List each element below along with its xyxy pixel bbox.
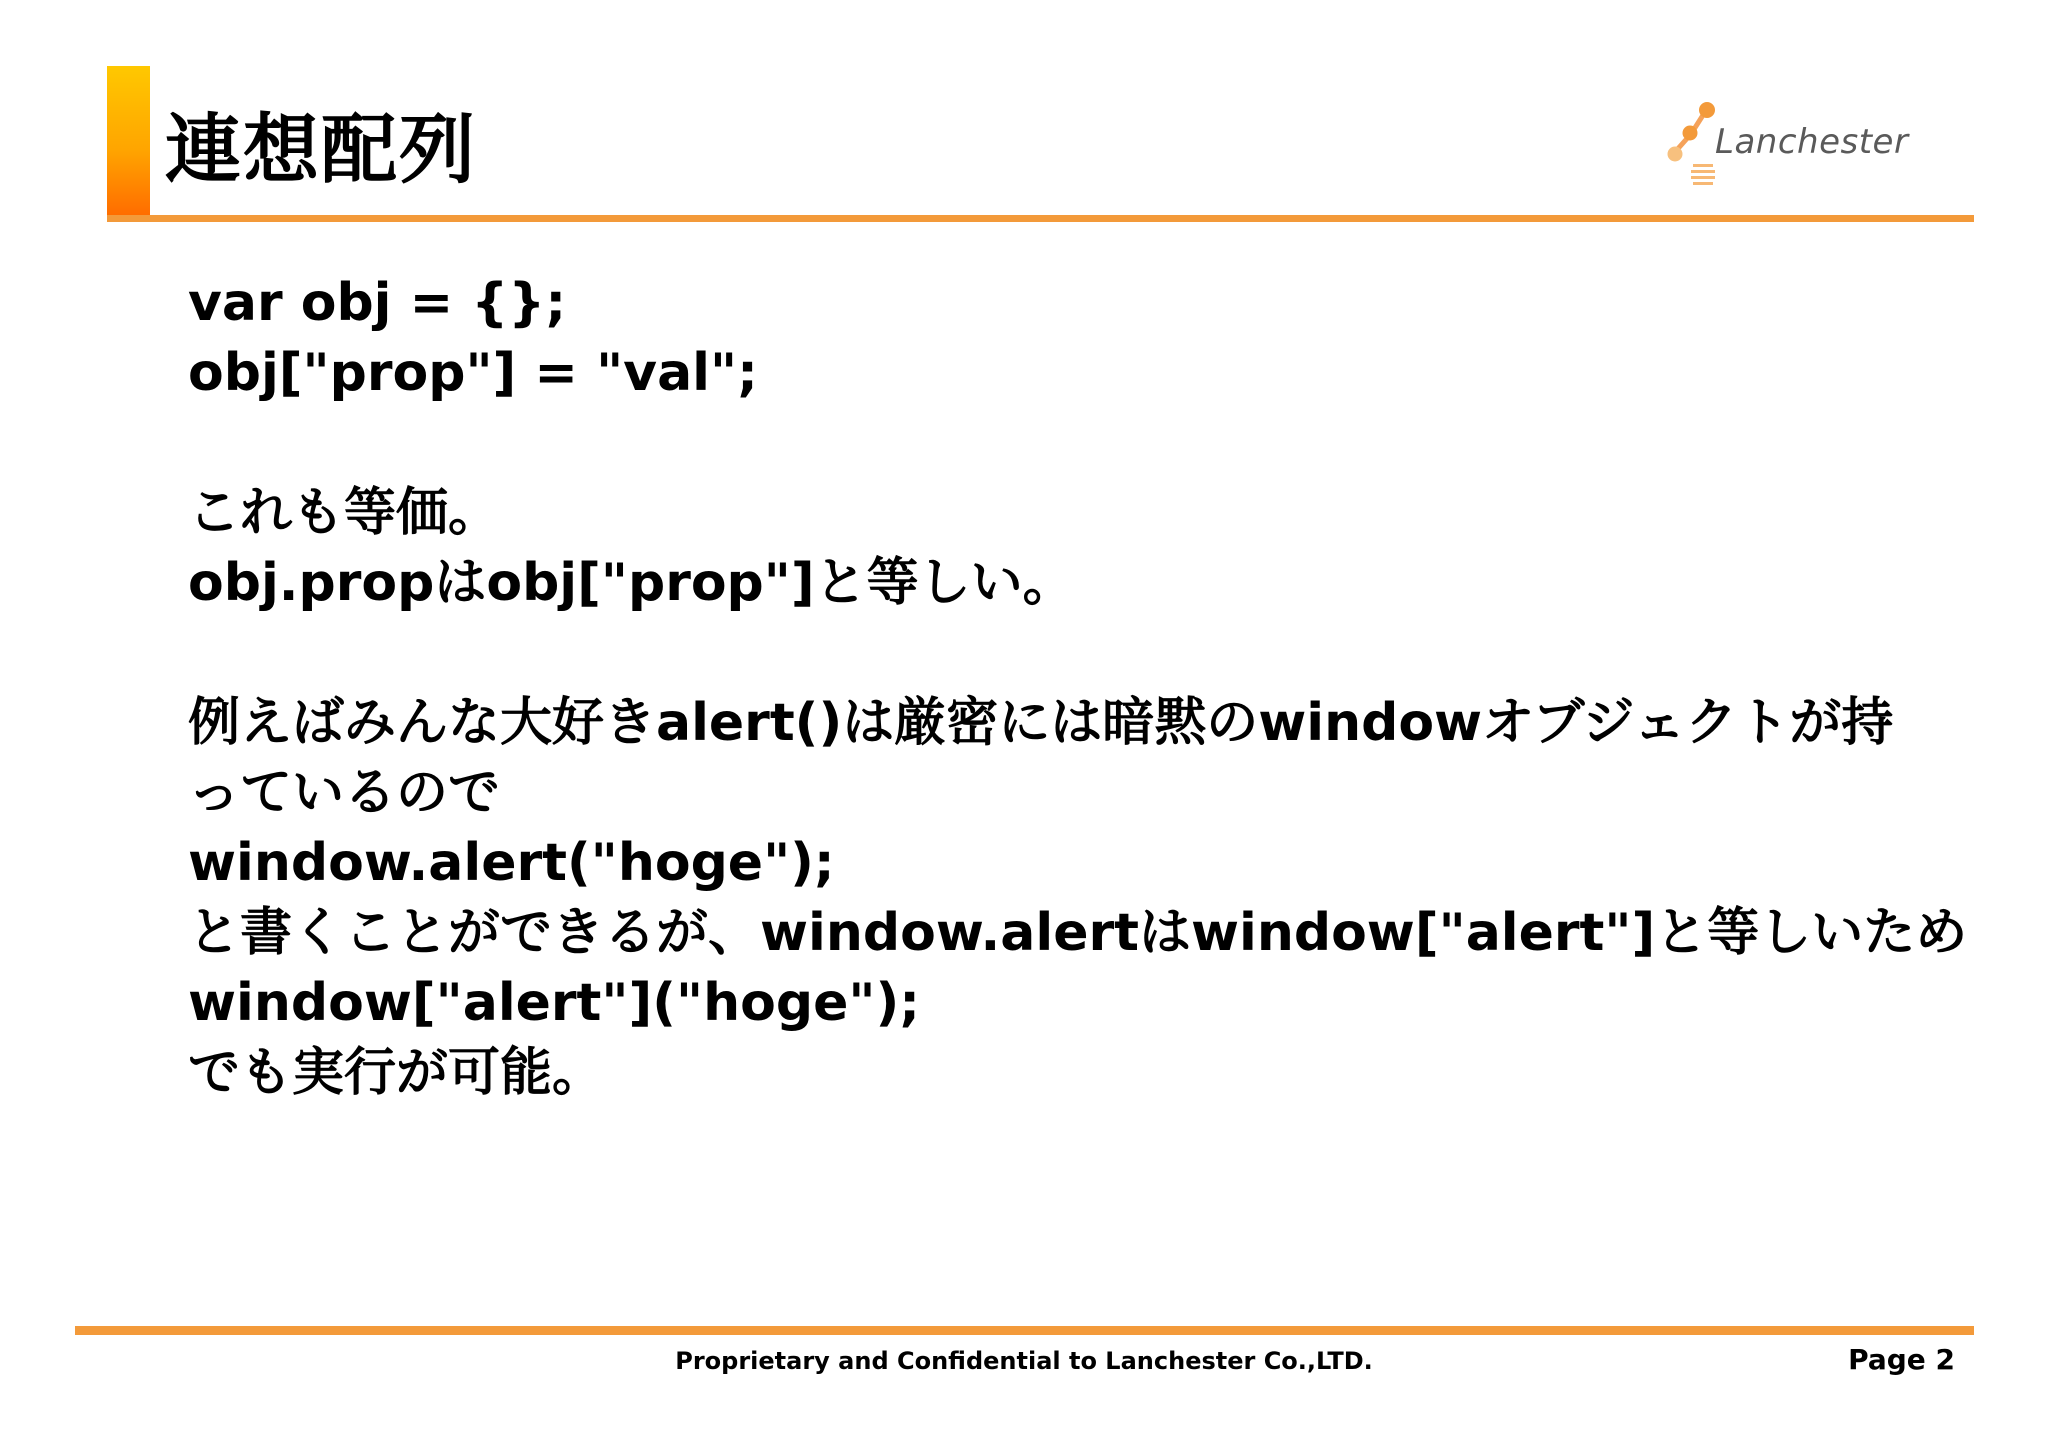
text-line-equivalent: これも等価。 xyxy=(188,483,501,543)
code-line-assign: obj["prop"] = "val"; xyxy=(188,343,758,403)
text-line-dot-notation: obj.propはobj["prop"]と等しい。 xyxy=(188,553,1075,613)
page-number: Page 2 xyxy=(1848,1343,1955,1376)
text-line-executable: でも実行が可能。 xyxy=(188,1043,605,1103)
footer-confidential: Proprietary and Confidential to Lanchester Co.,LTD. xyxy=(675,1347,1373,1375)
title-divider xyxy=(107,215,1974,222)
logo-wordmark: Lanchester xyxy=(1715,122,1909,162)
slide-body xyxy=(188,268,1968,1108)
company-logo xyxy=(1665,100,1909,190)
spacer xyxy=(188,618,1908,688)
code-line-declare: var obj = {}; xyxy=(188,273,567,333)
text-line-alert-explanation: 例えばみんな大好きalert()は厳密には暗黙のwindowオブジェクトが持っているので xyxy=(188,693,1894,823)
code-line-window-alert: window.alert("hoge"); xyxy=(188,833,835,893)
footer-divider xyxy=(75,1326,1974,1335)
spacer xyxy=(188,408,1908,478)
title-accent-bar xyxy=(107,66,150,218)
page-title: 連想配列 xyxy=(165,105,477,194)
text-line-bracket-equivalent: と書くことができるが、window.alertはwindow["alert"]と等しいため xyxy=(188,903,1968,963)
code-line-window-bracket: window["alert"]("hoge"); xyxy=(188,973,921,1033)
